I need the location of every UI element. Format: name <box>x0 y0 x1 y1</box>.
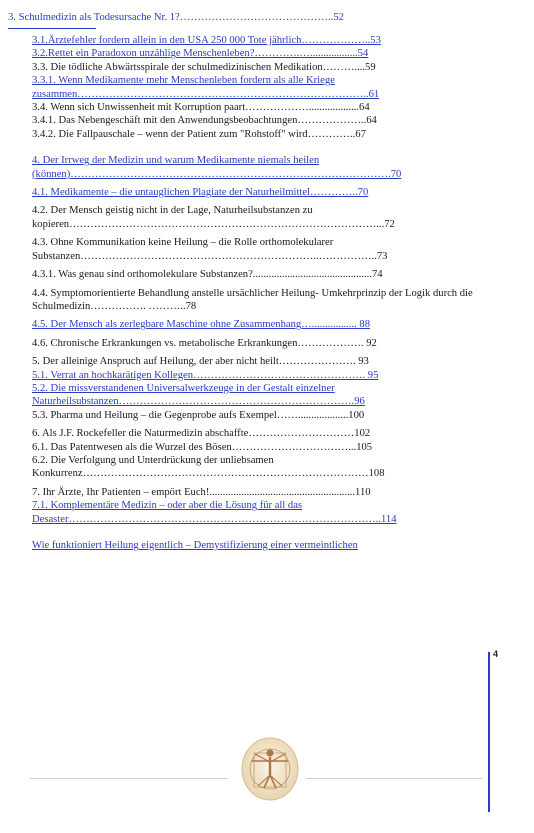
toc-entry-text: 4.3. Ohne Kommunikation keine Heilung – die Rolle orthomolekularer Substanzen…………………………………………………………..……………..73 <box>32 237 388 262</box>
toc-entry <box>32 236 478 263</box>
toc-entry-text: 4.1. Medikamente – die untauglichen Plagiate der Naturheilmittel…………..70 <box>32 187 369 199</box>
toc-entry <box>32 128 478 141</box>
toc-entry-text: 4.4. Symptomorientierte Behandlung anstelle ursächlicher Heilung- Umkehrprinzip der Logik durch die Schulmedizin……………. ………..78 <box>32 287 473 312</box>
toc-entry-text: 4.2. Der Mensch geistig nicht in der Lage, Naturheilsubstanzen zu kopieren……………………………………………………………………………...72 <box>32 205 395 230</box>
toc-entry <box>32 61 478 74</box>
toc-entry-text: 3.2.Rettet ein Paradoxon unzählige Menschenleben?………….…..................54 <box>32 48 369 60</box>
toc-entry-text: 5.1. Verrat an hochkarätigen Kollegen…………………………………………. 95 <box>32 369 379 381</box>
toc-entry <box>32 486 478 499</box>
toc-entry-text: 6.1. Das Patentwesen als die Wurzel des Bösen……………………………...105 <box>32 441 373 453</box>
toc-entry <box>32 441 478 454</box>
toc-entry-text: 4.3.1. Was genau sind orthomolekulare Substanzen?.............................................74 <box>32 269 383 281</box>
toc-entry-text: 3.4. Wenn sich Unwissenheit mit Korruption paart………………...................64 <box>32 102 370 114</box>
toc-entry-text: 5.3. Pharma und Heilung – die Gegenprobe aufs Exempel……...................100 <box>32 409 365 421</box>
toc-link-entry[interactable] <box>32 74 478 101</box>
toc-link-entry[interactable] <box>32 47 478 60</box>
toc-entry-text: 3.1.Ärztefehler fordern allein in den USA 250 000 Tote jährlich………………..53 <box>32 35 381 46</box>
vitruvian-man-icon <box>240 736 300 802</box>
footer-rule-right <box>306 778 482 779</box>
toc-link-entry[interactable] <box>32 34 478 47</box>
footer-rule-left <box>30 778 228 779</box>
toc-entry-text: 3.4.2. Die Fallpauschale – wenn der Patient zum "Rohstoff" wird…………..67 <box>32 128 366 140</box>
toc-entry <box>32 204 478 231</box>
table-of-contents <box>32 34 478 552</box>
page-number: 4 <box>493 649 499 659</box>
toc-link-entry[interactable] <box>32 499 478 526</box>
toc-entry-text: 5.2. Die missverstandenen Universalwerkzeuge in der Gestalt einzelner Naturheilsubstanzen………………………………………………………….96 <box>32 382 365 408</box>
toc-entry-top[interactable] <box>8 12 484 23</box>
toc-link-entry[interactable] <box>32 539 478 552</box>
toc-entry-text: 6.2. Die Verfolgung und Unterdrückung der unliebsamen Konkurrenz………………………………………………………………………108 <box>32 454 385 480</box>
toc-entry-text: 6. Als J.F. Rockefeller die Naturmedizin abschaffte…………………………102 <box>32 428 371 440</box>
toc-entry-text: 4.6. Chronische Erkrankungen vs. metabolische Erkrankungen………………. 92 <box>32 337 377 349</box>
toc-entry-text: 7. Ihr Ärzte, Ihr Patienten – empört Euch!.......................................................110 <box>32 486 371 498</box>
toc-entry-text: 3. Schulmedizin als Todesursache Nr. 1?……………………………………..52 <box>8 12 344 23</box>
toc-entry-text: 3.4.1. Das Nebengeschäft mit den Anwendungsbeobachtungen………………..64 <box>32 115 377 127</box>
toc-gap <box>32 526 478 539</box>
toc-gap <box>32 141 478 154</box>
top-entry-rule <box>8 28 96 29</box>
toc-entry <box>32 101 478 114</box>
toc-entry <box>32 287 478 314</box>
toc-entry <box>32 454 478 481</box>
toc-entry <box>32 337 478 350</box>
toc-link-entry[interactable] <box>32 382 478 409</box>
toc-entry-text: Wie funktioniert Heilung eigentlich – Demystifizierung einer vermeintlichen <box>32 540 358 551</box>
toc-link-entry[interactable] <box>32 154 478 181</box>
toc-link-entry[interactable] <box>32 318 478 331</box>
toc-entry <box>32 268 478 281</box>
toc-entry <box>32 409 478 422</box>
toc-entry-text: 3.3. Die tödliche Abwärtsspirale der schulmedizinischen Medikation………....59 <box>32 61 376 73</box>
toc-entry <box>32 114 478 127</box>
toc-link-entry[interactable] <box>32 186 478 199</box>
toc-entry-text: 5. Der alleinige Anspruch auf Heilung, der aber nicht heilt…………………. 93 <box>32 356 369 368</box>
toc-entry <box>32 427 478 440</box>
toc-entry-text: 4. Der Irrweg der Medizin und warum Medikamente niemals heilen (können)……………………………………………………………………………….70 <box>32 155 402 180</box>
margin-accent-rule <box>488 652 490 812</box>
toc-entry-text: 4.5. Der Mensch als zerlegbare Maschine ohne Zusammenhang…................. 88 <box>32 319 371 331</box>
toc-entry-text: 3.3.1. Wenn Medikamente mehr Menschenleben fordern als alle Kriege zusammen………………………………………………………………………..61 <box>32 75 380 100</box>
toc-link-entry[interactable] <box>32 369 478 382</box>
toc-entry-text: 7.1. Komplementäre Medizin – oder aber die Lösung für all das Desaster……………………………………………………………………………..114 <box>32 500 397 525</box>
toc-entry <box>32 355 478 368</box>
